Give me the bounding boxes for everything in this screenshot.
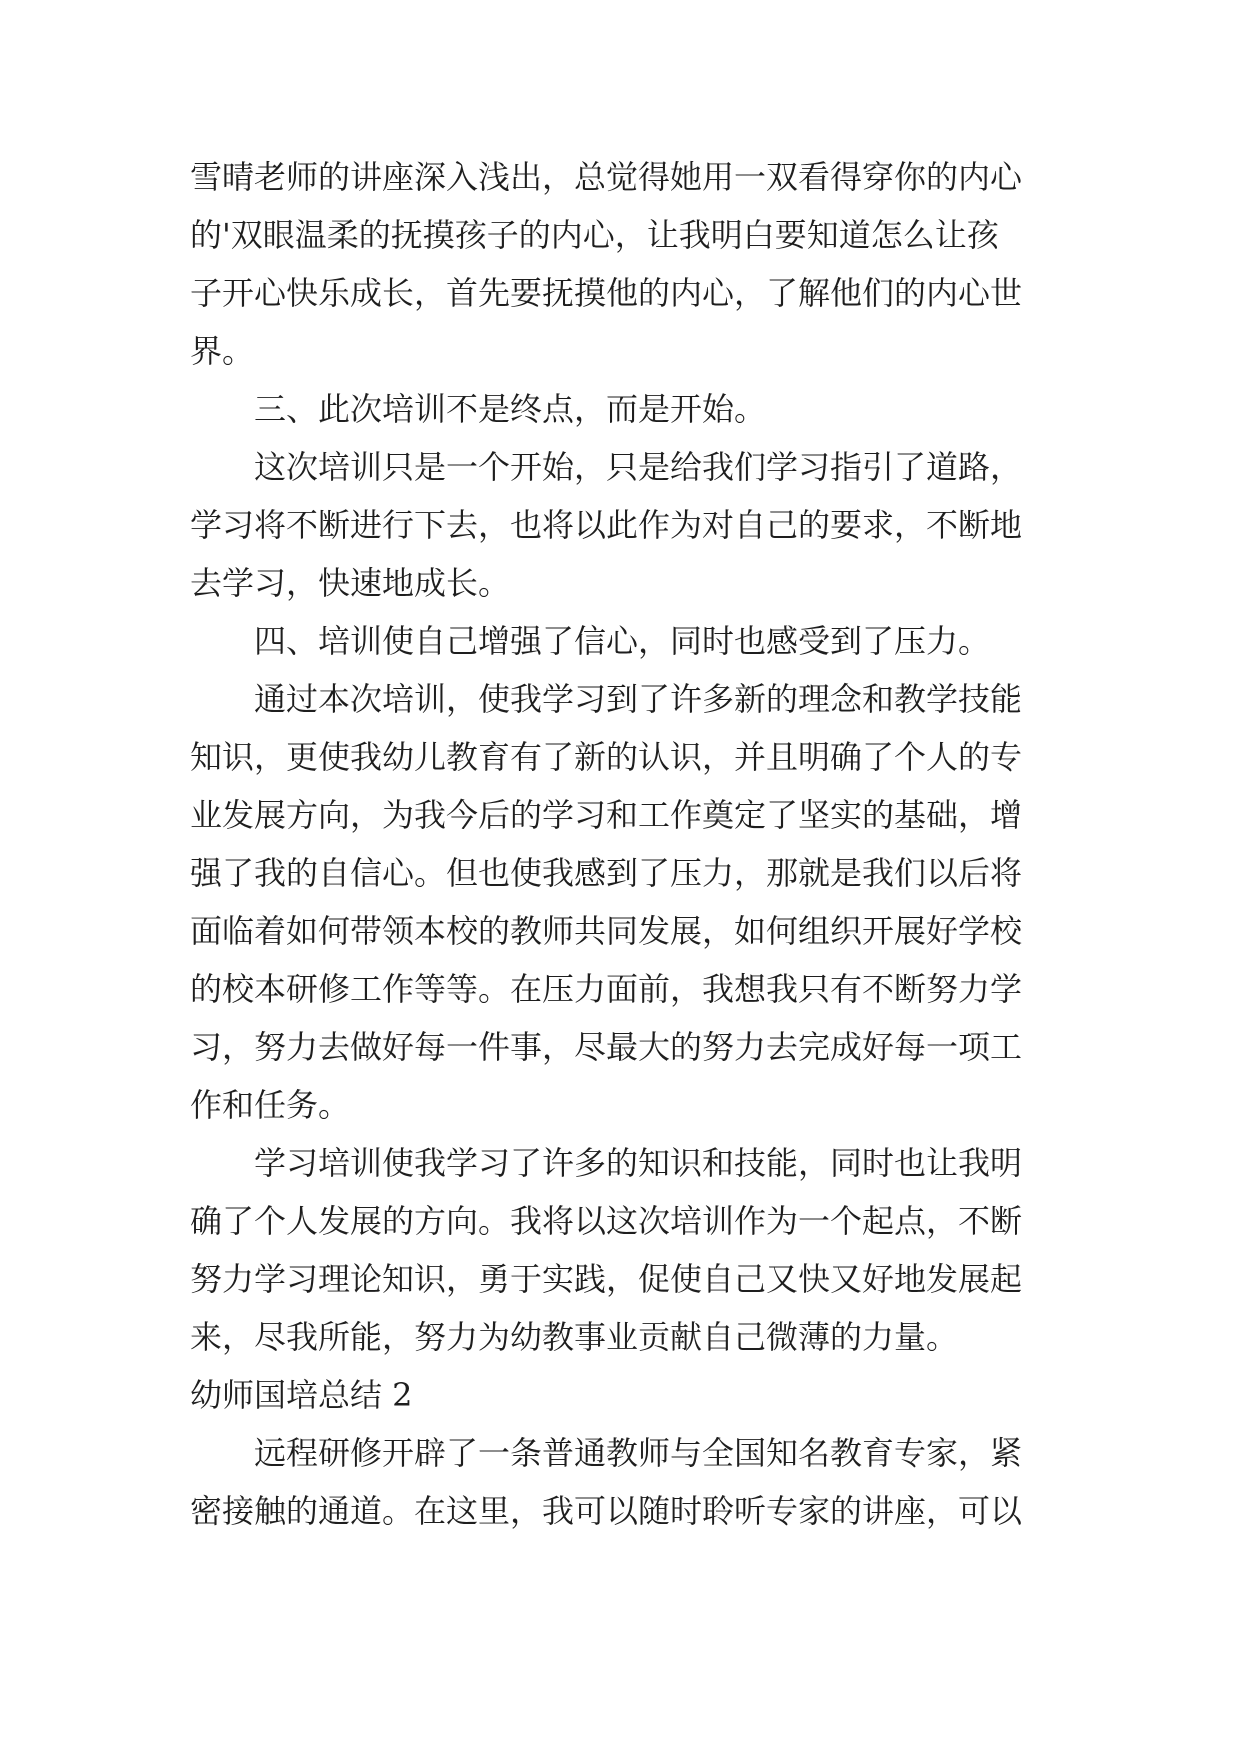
section-heading: 三、此次培训不是终点，而是开始。: [254, 390, 767, 428]
paragraph-line: 来，尽我所能，努力为幼教事业贡献自己微薄的力量。: [190, 1318, 959, 1356]
paragraph-line: 界。: [190, 332, 255, 370]
paragraph-line: 通过本次培训，使我学习到了许多新的理念和教学技能: [254, 680, 1023, 718]
paragraph-line: 习，努力去做好每一件事，尽最大的努力去完成好每一项工: [190, 1028, 1023, 1066]
paragraph-line: 学习培训使我学习了许多的知识和技能，同时也让我明: [254, 1144, 1023, 1182]
paragraph-line: 雪晴老师的讲座深入浅出，总觉得她用一双看得穿你的内心: [190, 158, 1023, 196]
paragraph-line: 这次培训只是一个开始，只是给我们学习指引了道路，: [254, 448, 1023, 486]
paragraph-line: 面临着如何带领本校的教师共同发展，如何组织开展好学校: [190, 912, 1023, 950]
section-heading: 四、培训使自己增强了信心，同时也感受到了压力。: [254, 622, 991, 660]
paragraph-line: 子开心快乐成长，首先要抚摸他的内心，了解他们的内心世: [190, 274, 1023, 312]
paragraph-line: 学习将不断进行下去，也将以此作为对自己的要求，不断地: [190, 506, 1023, 544]
paragraph-line: 的'双眼温柔的抚摸孩子的内心，让我明白要知道怎么让孩: [190, 216, 999, 254]
paragraph-line: 业发展方向，为我今后的学习和工作奠定了坚实的基础，增: [190, 796, 1023, 834]
paragraph-line: 去学习，快速地成长。: [190, 564, 511, 602]
paragraph-line: 的校本研修工作等等。在压力面前，我想我只有不断努力学: [190, 970, 1023, 1008]
document-title: 幼师国培总结 2: [190, 1376, 413, 1414]
paragraph-line: 知识，更使我幼儿教育有了新的认识，并且明确了个人的专: [190, 738, 1023, 776]
paragraph-line: 远程研修开辟了一条普通教师与全国知名教育专家，紧: [254, 1434, 1023, 1472]
paragraph-line: 确了个人发展的方向。我将以这次培训作为一个起点，不断: [190, 1202, 1023, 1240]
paragraph-line: 努力学习理论知识，勇于实践，促使自己又快又好地发展起: [190, 1260, 1023, 1298]
paragraph-line: 强了我的自信心。但也使我感到了压力，那就是我们以后将: [190, 854, 1023, 892]
paragraph-line: 密接触的通道。在这里，我可以随时聆听专家的讲座，可以: [190, 1492, 1023, 1530]
paragraph-line: 作和任务。: [190, 1086, 351, 1124]
document-body: [190, 148, 1060, 1540]
